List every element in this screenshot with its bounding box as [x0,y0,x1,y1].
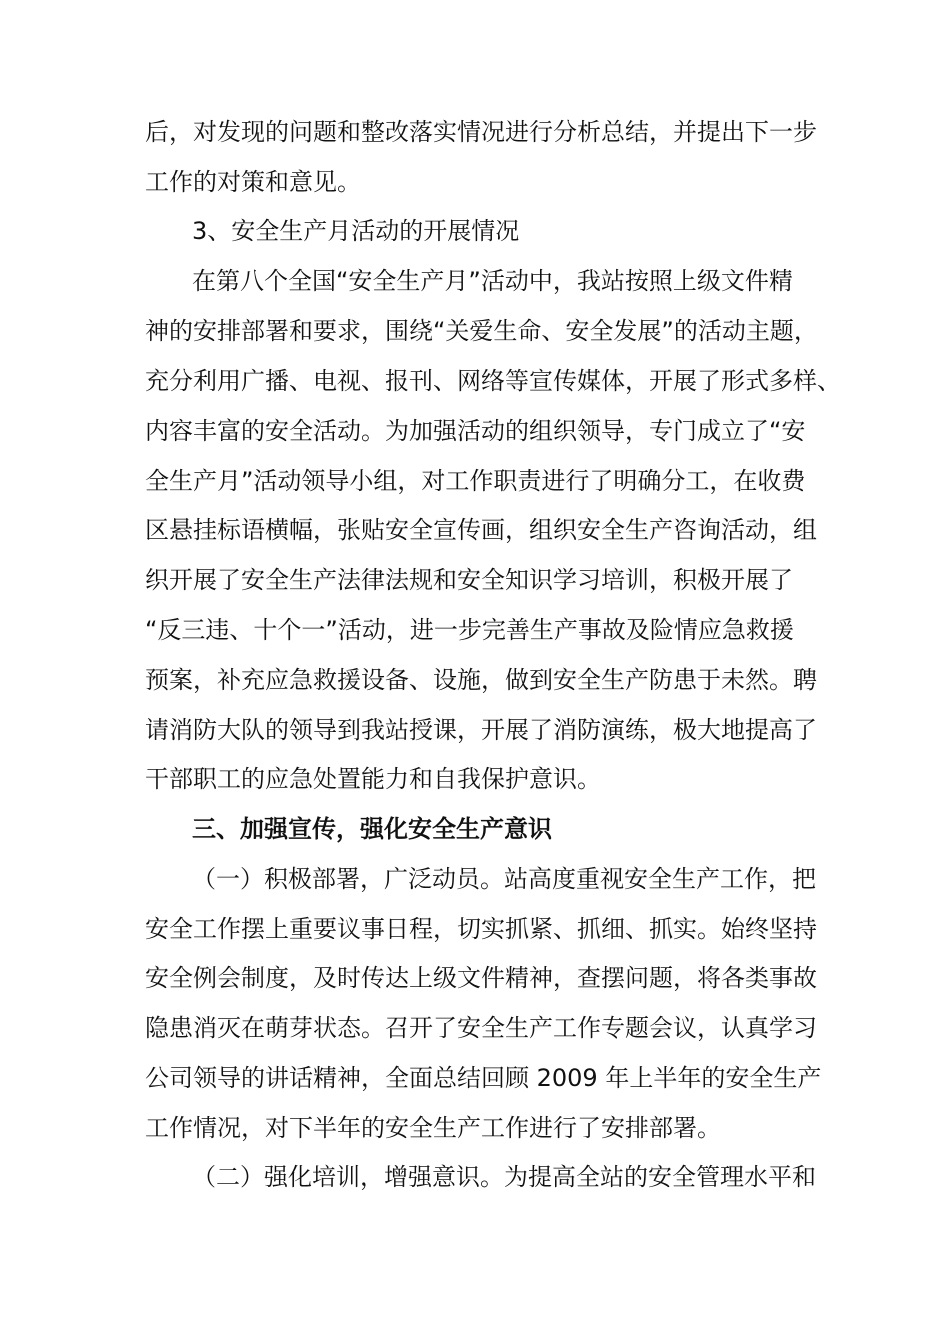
subsection-heading: 3、安全生产月活动的开展情况 [192,217,520,245]
paragraph-line: 在第八个全国“安全生产月”活动中，我站按照上级文件精 [192,267,793,295]
paragraph-line: 隐患消灭在萌芽状态。召开了安全生产工作专题会议，认真学习 [145,1014,817,1042]
paragraph-line: “反三违、十个一”活动，进一步完善生产事故及险情应急救援 [145,616,794,644]
paragraph-line: 织开展了安全生产法律法规和安全知识学习培训，积极开展了 [145,566,793,594]
paragraph-line: 公司领导的讲话精神，全面总结回顾 2009 年上半年的安全生产 [145,1064,822,1092]
paragraph-line: 工作情况，对下半年的安全生产工作进行了安排部署。 [145,1114,721,1142]
paragraph-line: （二）强化培训，增强意识。为提高全站的安全管理水平和 [192,1163,816,1191]
paragraph-line: 工作的对策和意见。 [145,168,361,196]
paragraph-line: 充分利用广播、电视、报刊、网络等宣传媒体，开展了形式多样、 [145,367,841,395]
section-heading: 三、加强宣传，强化安全生产意识 [192,815,552,843]
paragraph-line: 神的安排部署和要求，围绕“关爱生命、安全发展”的活动主题， [145,317,818,345]
paragraph-line: 全生产月”活动领导小组，对工作职责进行了明确分工，在收费 [145,467,806,495]
paragraph-line: 后，对发现的问题和整改落实情况进行分析总结，并提出下一步 [145,118,817,146]
paragraph-line: （一）积极部署，广泛动员。站高度重视安全生产工作，把 [192,865,816,893]
paragraph-line: 安全工作摆上重要议事日程，切实抓紧、抓细、抓实。始终坚持 [145,915,817,943]
paragraph-line: 安全例会制度，及时传达上级文件精神，查摆问题，将各类事故 [145,964,817,992]
paragraph-line: 内容丰富的安全活动。为加强活动的组织领导，专门成立了“安 [145,417,806,445]
paragraph-line: 干部职工的应急处置能力和自我保护意识。 [145,765,601,793]
paragraph-line: 请消防大队的领导到我站授课，开展了消防演练，极大地提高了 [145,716,817,744]
paragraph-line: 区悬挂标语横幅，张贴安全宣传画，组织安全生产咨询活动，组 [145,516,817,544]
paragraph-line: 预案，补充应急救援设备、设施，做到安全生产防患于未然。聘 [145,666,817,694]
